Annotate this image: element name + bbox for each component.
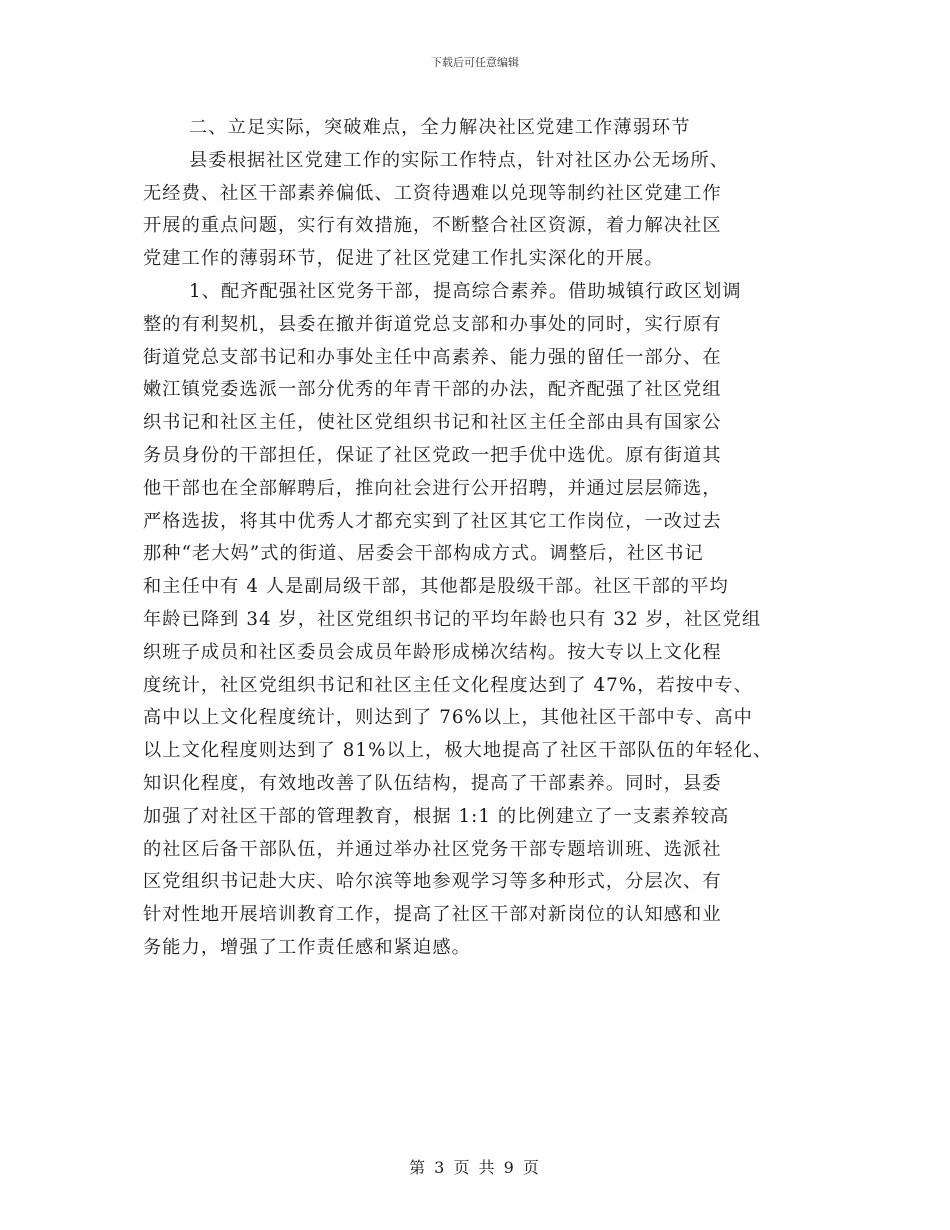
paragraph-line: 年龄已降到 34 岁，社区党组织书记的平均年龄也只有 32 岁，社区党组 (143, 608, 762, 630)
paragraph-line: 嫩江镇党委选派一部分优秀的年青干部的办法，配齐配强了社区党组 (143, 379, 722, 401)
section-heading: 二、立足实际，突破难点，全力解决社区党建工作薄弱环节 (189, 117, 691, 138)
paragraph-line: 党建工作的薄弱环节，促进了社区党建工作扎实深化的开展。 (143, 248, 664, 270)
document-body (143, 112, 823, 965)
paragraph-line: 区党组织书记赴大庆、哈尔滨等地参观学习等多种形式，分层次、有 (143, 871, 722, 893)
paragraph-line: 整的有利契机，县委在撤并街道党总支部和办事处的同时，实行原有 (143, 313, 722, 335)
paragraph-line: 那种“老大妈”式的街道、居委会干部构成方式。调整后，社区书记 (143, 543, 704, 565)
paragraph-line: 他干部也在全部解聘后，推向社会进行公开招聘，并通过层层筛选， (143, 477, 722, 499)
paragraph-line: 织班子成员和社区委员会成员年龄形成梯次结构。按大专以上文化程 (143, 641, 722, 663)
paragraph-line: 度统计，社区党组织书记和社区主任文化程度达到了 47%，若按中专、 (143, 674, 753, 696)
paragraph-line: 务能力，增强了工作责任感和紧迫感。 (143, 936, 471, 958)
paragraph-line: 务员身份的干部担任，保证了社区党政一把手优中选优。原有街道其 (143, 444, 722, 466)
paragraph-line: 的社区后备干部队伍，并通过举办社区党务干部专题培训班、选派社 (143, 838, 722, 860)
page-number: 第 3 页 共 9 页 (409, 1158, 541, 1177)
paragraph-line: 无经费、社区干部素养偏低、工资待遇难以兑现等制约社区党建工作 (143, 182, 722, 204)
paragraph-line: 加强了对社区干部的管理教育，根据 1:1 的比例建立了一支素养较高 (143, 805, 730, 827)
paragraph-line: 织书记和社区主任，使社区党组织书记和社区主任全部由具有国家公 (143, 412, 722, 434)
paragraph-line: 高中以上文化程度统计，则达到了 76%以上，其他社区干部中专、高中 (143, 707, 753, 729)
paragraph-line: 1、配齐配强社区党务干部，提高综合素养。借助城镇行政区划调 (189, 280, 742, 302)
paragraph-line: 严格选拔，将其中优秀人才都充实到了社区其它工作岗位，一改过去 (143, 510, 722, 532)
paragraph-line: 县委根据社区党建工作的实际工作特点，针对社区办公无场所、 (189, 149, 730, 171)
paragraph-line: 以上文化程度则达到了 81%以上，极大地提高了社区干部队伍的年轻化、 (143, 740, 773, 762)
page-header: 下载后可任意编辑 (431, 56, 519, 69)
paragraph-line: 开展的重点问题，实行有效措施，不断整合社区资源，着力解决社区 (143, 215, 722, 237)
paragraph-line: 街道党总支部书记和办事处主任中高素养、能力强的留任一部分、在 (143, 346, 722, 368)
paragraph-line: 和主任中有 4 人是副局级干部，其他都是股级干部。社区干部的平均 (143, 576, 729, 598)
paragraph-line: 针对性地开展培训教育工作，提高了社区干部对新岗位的认知感和业 (143, 904, 722, 926)
paragraph-line: 知识化程度，有效地改善了队伍结构，提高了干部素养。同时，县委 (143, 772, 722, 794)
